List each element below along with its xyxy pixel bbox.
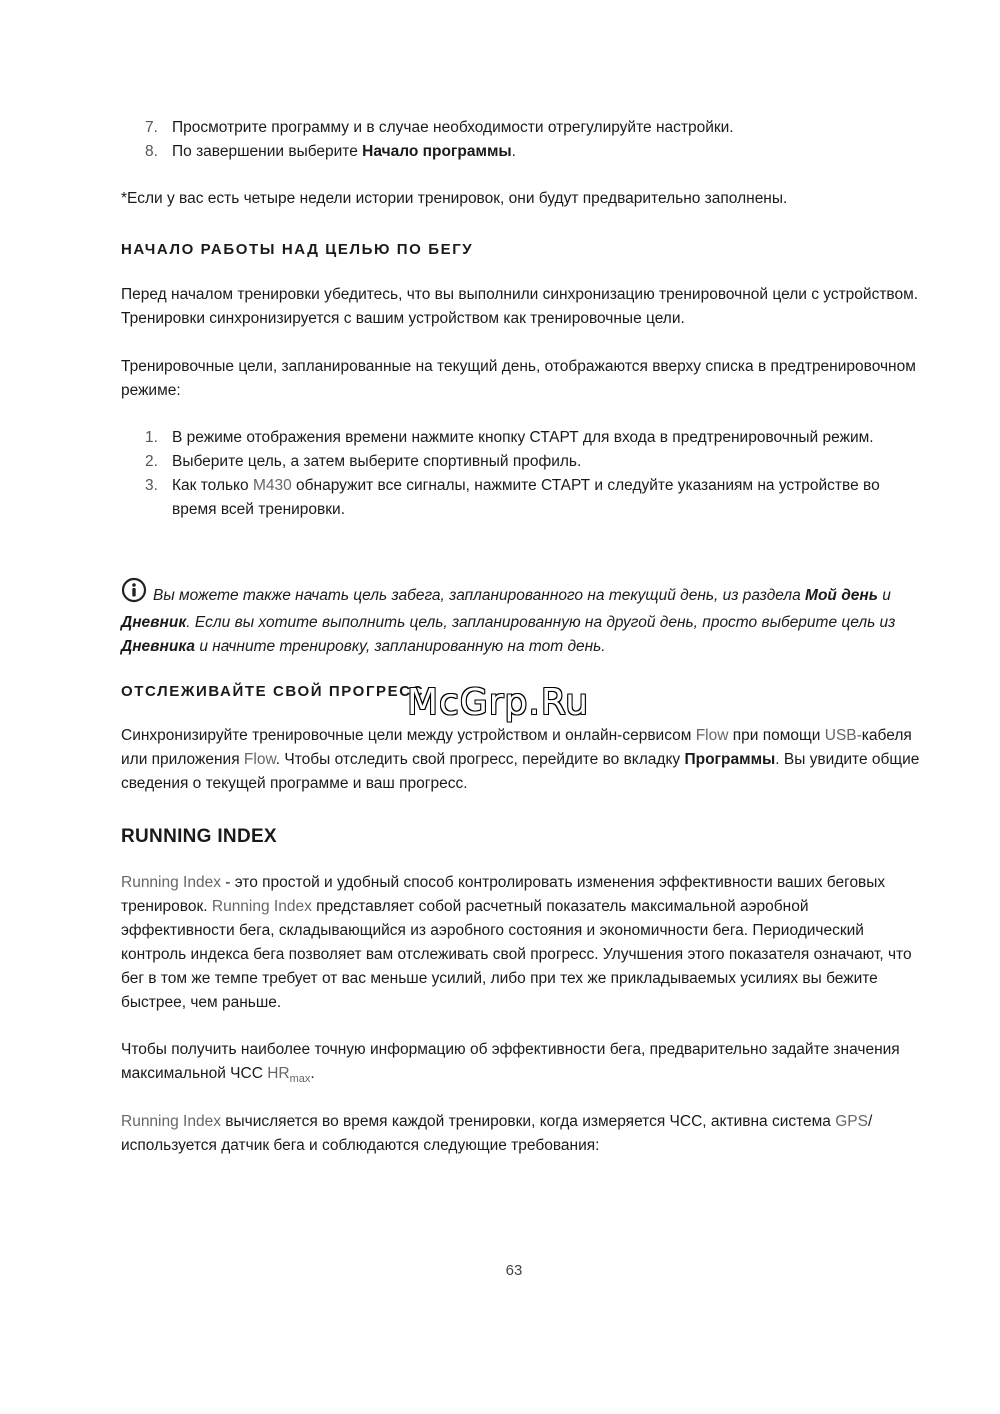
text-run: . Чтобы отследить свой прогресс, перейдите во вкладку (275, 751, 685, 768)
product-name: Flow (695, 727, 729, 744)
section-title-running-index: RUNNING INDEX (121, 826, 277, 847)
paragraph-text: Тренировочные цели, запланированные на текущий день, отображаются вверху списка в предтренировочном режиме: (121, 358, 916, 399)
list-item (121, 140, 921, 164)
steps-list-running-goal (121, 426, 921, 522)
text-run: при помощи (728, 727, 825, 744)
note-text: и (877, 587, 891, 604)
text-run: /используется датчик бега и соблюдаются следующие требования: (121, 1113, 873, 1154)
list-item (121, 116, 921, 140)
section-title-running-goal: НАЧАЛО РАБОТЫ НАД ЦЕЛЬЮ ПО БЕГУ (121, 241, 474, 258)
paragraph-text (121, 871, 921, 1015)
paragraph-text (121, 724, 921, 796)
text-run: . (310, 1065, 315, 1082)
text-run: - это простой и удобный способ контролировать изменения эффективности ваших беговых тренировок. (121, 874, 886, 915)
product-name: Running Index (211, 898, 312, 915)
text-run: вычисляется во время каждой тренировки, когда измеряется ЧСС, активна система (220, 1113, 836, 1130)
bold-term: Начало программы (362, 143, 512, 160)
paragraph (121, 283, 921, 331)
product-name: USB- (824, 727, 862, 744)
list-item (121, 450, 921, 474)
product-name: Flow (243, 751, 276, 768)
text-run: . Вы увидите общие сведения о текущей программе и ваш прогресс. (121, 751, 920, 792)
list-number: 2. (145, 453, 158, 470)
product-name: Running Index (121, 1113, 221, 1130)
bold-term: Дневник (121, 614, 187, 631)
info-note (121, 577, 921, 659)
list-item (121, 474, 921, 522)
list-text: Как только (172, 477, 253, 494)
list-number: 3. (145, 477, 158, 494)
paragraph (121, 1038, 921, 1091)
steps-list-top (121, 116, 921, 164)
list-number: 8. (145, 143, 158, 160)
text-run: Синхронизируйте тренировочные цели между устройством и онлайн-сервисом (121, 727, 696, 744)
paragraph (121, 871, 921, 1015)
page-number: 63 (505, 1262, 523, 1279)
list-number: 7. (145, 119, 158, 136)
paragraph (121, 355, 921, 403)
note-text: . Если вы хотите выполнить цель, запланированную на другой день, просто выберите цель из (186, 614, 896, 631)
list-text: . (511, 143, 516, 160)
info-icon (121, 577, 147, 611)
paragraph-text (121, 1110, 921, 1158)
paragraph (121, 1110, 921, 1158)
device-name: M430 (252, 477, 292, 494)
bold-term: Мой день (805, 587, 878, 604)
note-text: и начните тренировку, запланированную на тот день. (195, 638, 606, 655)
list-item (121, 426, 921, 450)
footnote-text: *Если у вас есть четыре недели истории тренировок, они будут предварительно заполнены. (121, 190, 788, 207)
paragraph-text: Перед началом тренировки убедитесь, что вы выполнили синхронизацию тренировочной цели с устройством. Тренировки синхронизируется с вашим устройством как тренировочные цели. (121, 286, 919, 327)
paragraph (121, 724, 921, 796)
hr-subscript: max (289, 1073, 311, 1085)
paragraph-text (121, 1038, 921, 1091)
hr-term: HR (267, 1065, 290, 1082)
list-text: Просмотрите программу и в случае необходимости отрегулируйте настройки. (172, 119, 734, 136)
list-number: 1. (145, 429, 158, 446)
product-name: GPS (835, 1113, 868, 1130)
list-text: В режиме отображения времени нажмите кнопку СТАРТ для входа в предтренировочный режим. (172, 429, 874, 446)
list-text: По завершении выберите (172, 143, 363, 160)
list-text: обнаружит все сигналы, нажмите СТАРТ и следуйте указаниям на устройстве во время всей тренировки. (172, 477, 880, 518)
product-name: Running Index (121, 874, 221, 891)
section-title-progress: ОТСЛЕЖИВАЙТЕ СВОЙ ПРОГРЕСС (121, 683, 425, 700)
text-run: Чтобы получить наиболее точную информацию об эффективности бега, предварительно задайте значения максимальной ЧСС (121, 1041, 900, 1082)
note-text: Вы можете также начать цель забега, запланированного на текущий день, из раздела (153, 587, 806, 604)
watermark: McGrp.Ru (407, 682, 590, 723)
bold-term: Дневника (121, 638, 196, 655)
bold-term: Программы (684, 751, 776, 768)
footnote (121, 187, 921, 211)
text-run: кабеля или приложения (121, 727, 912, 768)
text-run: представляет собой расчетный показатель максимальной аэробной эффективности бега, складывающийся из аэробного состояния и экономичности бега. Периодический контроль индекса бега позволяет вам отслеживать свой прогресс. Улучшения этого показателя означают, что бег в том же темпе требует от вас меньше усилий, либо при тех же прикладываемых усилиях вы бежите быстрее, чем раньше. (121, 898, 912, 1011)
list-text: Выберите цель, а затем выберите спортивный профиль. (172, 453, 582, 470)
